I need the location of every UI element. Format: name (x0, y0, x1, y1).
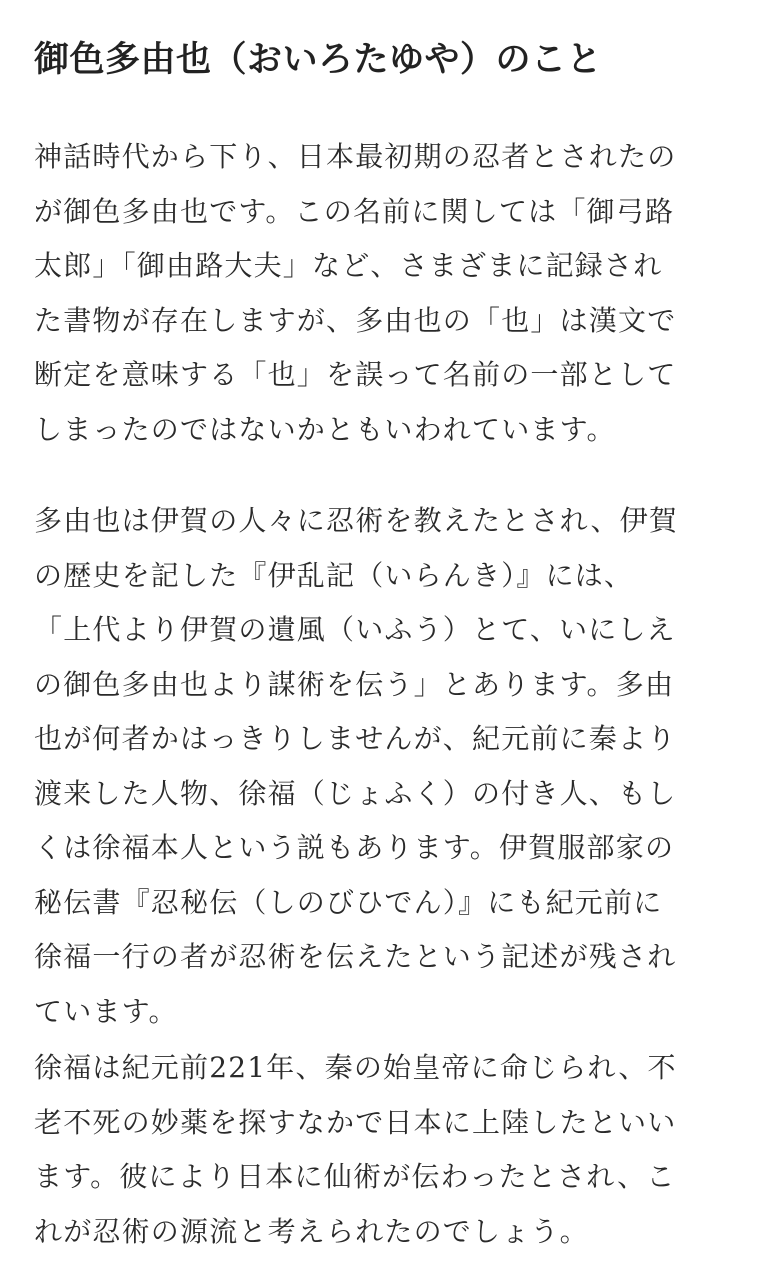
text-line: 徐福は紀元前221年、秦の始皇帝に命じられ、不 (34, 1051, 677, 1084)
text-line: ています。 (34, 994, 178, 1028)
text-line: 太郎」「御由路大夫」など、さまざまに記録され (34, 249, 663, 282)
text-line: 徐福一行の者が忍術を伝えたという記述が残され (34, 940, 677, 973)
text-line: 渡来した人物、徐福（じょふく）の付き人、もし (34, 776, 677, 810)
text-line: 秘伝書『忍秘伝（しのびひでん）』にも紀元前に (34, 885, 663, 919)
text-line: の御色多由也より謀術を伝う」とあります。多由 (34, 667, 675, 701)
text-line: 神話時代から下り、日本最初期の忍者とされたの (34, 140, 677, 173)
text-line: くは徐福本人という説もあります。伊賀服部家の (34, 831, 675, 864)
text-line: 多由也は伊賀の人々に忍術を教えたとされ、伊賀 (34, 504, 679, 537)
text-line: 「上代より伊賀の遺風（いふう）とて、いにしえ (34, 613, 676, 646)
paragraph-2 (34, 494, 678, 1039)
text-line: の歴史を記した『伊乱記（いらんき）』には、 (34, 558, 634, 592)
paragraph-3 (34, 1041, 677, 1259)
text-line: れが忍術の源流と考えられたのでしょう。 (34, 1214, 589, 1248)
text-line: が御色多由也です。この名前に関しては「御弓路 (34, 194, 675, 228)
text-line: 也が何者かはっきりしませんが、紀元前に秦より (34, 722, 677, 755)
article-title: 御色多由也（おいろたゆや）のこと (34, 40, 603, 80)
text-line: 断定を意味する「也」を誤って名前の一部として (34, 358, 677, 391)
text-line: しまったのではないかともいわれています。 (34, 412, 616, 446)
text-line: た書物が存在しますが、多由也の「也」は漢文で (34, 303, 677, 337)
text-line: 老不死の妙薬を探すなかで日本に上陸したといい (34, 1105, 677, 1139)
text-line: ます。彼により日本に仙術が伝わったとされ、こ (34, 1160, 676, 1193)
paragraph-1 (34, 130, 676, 457)
